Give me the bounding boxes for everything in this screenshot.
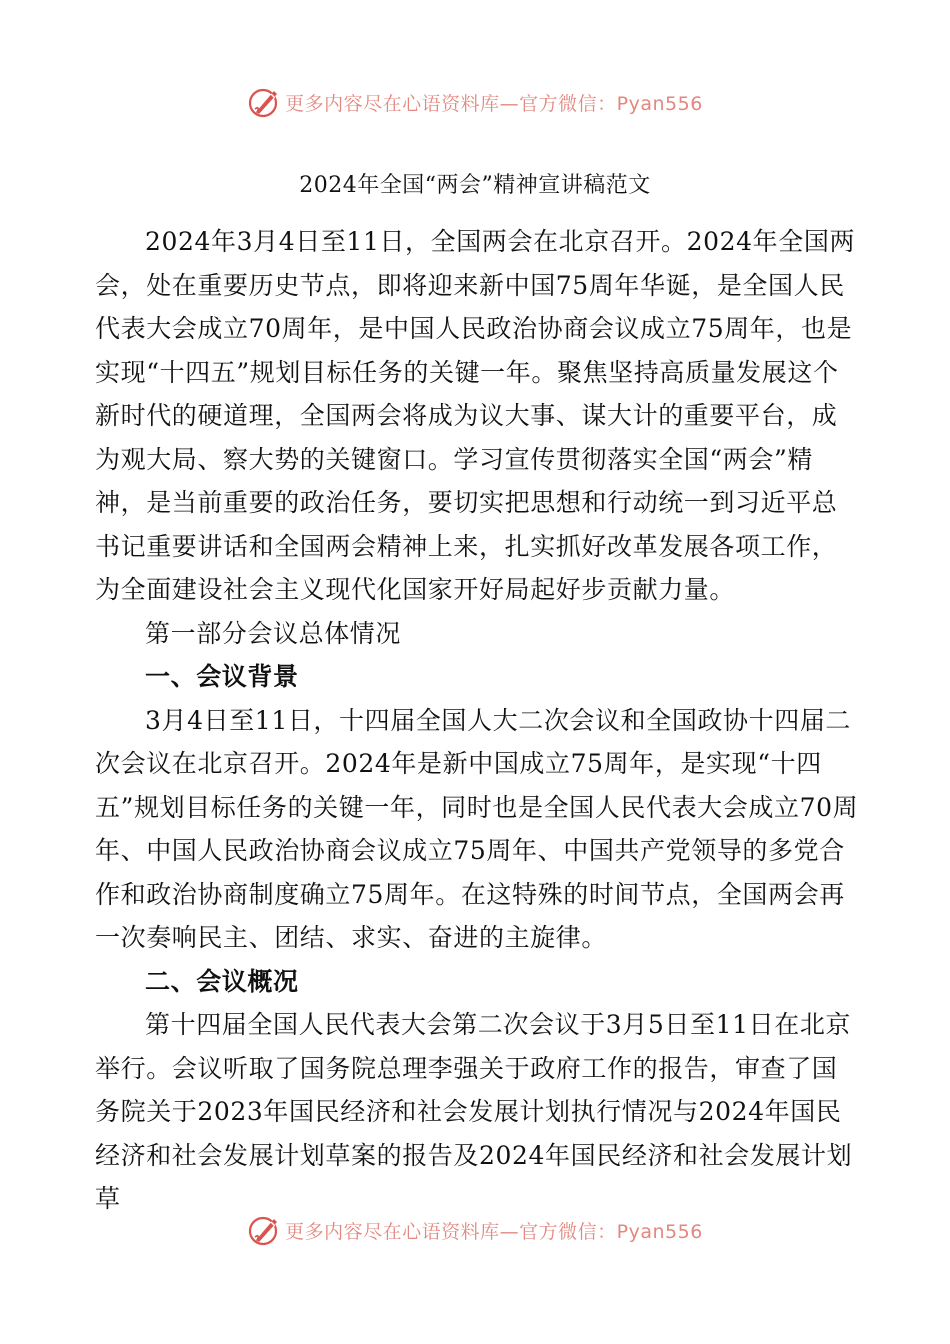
section-background-paragraph: 3月4日至11日，十四届全国人大二次会议和全国政协十四届二次会议在北京召开。2024年是新中国成立75周年，是实现“十四五”规划目标任务的关键一年，同时也是全国人民代表大会成立70周年、中国人民政治协商会议成立75周年、中国共产党领导的多党合作和政治协商制度确立75周年。在这特殊的时间节点，全国两会再一次奏响民主、团结、求实、奋进的主旋律。 <box>95 705 859 952</box>
watermark-text: 更多内容尽在心语资料库—官方微信：Pyan556 <box>285 1220 703 1243</box>
intro-paragraph: 2024年3月4日至11日，全国两会在北京召开。2024年全国两会，处在重要历史节点，即将迎来新中国75周年华诞，是全国人民代表大会成立70周年，是中国人民政治协商会议成立75周年，也是实现“十四五”规划目标任务的关键一年。聚焦坚持高质量发展这个新时代的硬道理，全国两会将成为议大事、谋大计的重要平台，成为观大局、察大势的关键窗口。学习宣传贯彻落实全国“两会”精神，是当前重要的政治任务，要切实把思想和行动统一到习近平总书记重要讲话和全国两会精神上来，扎实抓好改革发展各项工作，为全面建设社会主义现代化国家开好局起好步贡献力量。 <box>95 227 856 604</box>
footer-watermark-banner <box>0 1210 950 1250</box>
quill-logo-icon <box>247 1213 281 1247</box>
section-overview-paragraph: 第十四届全国人民代表大会第二次会议于3月5日至11日在北京举行。会议听取了国务院总理李强关于政府工作的报告，审查了国务院关于2023年国民经济和社会发展计划执行情况与2024年国民经济和社会发展计划草案的报告及2024年国民经济和社会发展计划草 <box>95 1010 853 1213</box>
watermark-text: 更多内容尽在心语资料库—官方微信：Pyan556 <box>285 92 703 115</box>
section-heading-background: 一、会议背景 <box>145 662 299 691</box>
document-title: 2024年全国“两会”精神宣讲稿范文 <box>299 173 651 198</box>
part-one-title: 第一部分会议总体情况 <box>145 618 402 648</box>
header-watermark-banner <box>0 82 950 122</box>
quill-logo-icon <box>247 85 281 119</box>
document-body <box>95 220 860 1221</box>
section-heading-overview: 二、会议概况 <box>145 966 299 996</box>
